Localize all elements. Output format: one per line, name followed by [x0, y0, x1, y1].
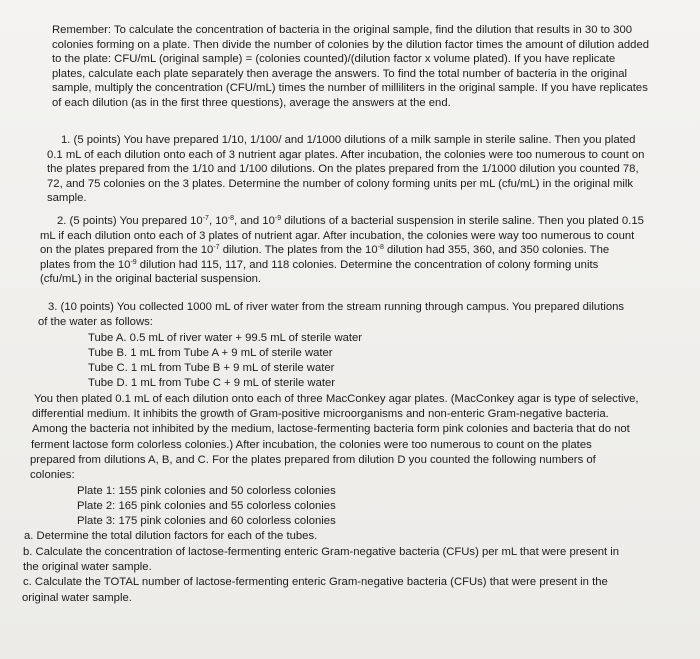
text-line: 2. (5 points) You prepared $10^{-7}$, $10^{-8}$, and $10^{-9}$ dilutions of a bacterial suspension in sterile saline. Then you plated 0.15 [57, 215, 644, 227]
plate-line: Plate 2: 165 pink colonies and 55 colorless colonies [77, 499, 336, 512]
text-line: sample. [47, 192, 87, 205]
text-line: to the plate: CFU/mL (original sample) = (colonies counted)/(dilution factor x volume plated). If you have replicate [52, 53, 616, 66]
tube-line: Tube C. 1 mL from Tube B + 9 mL of sterile water [88, 362, 335, 375]
text-line: Remember: To calculate the concentration of bacteria in the original sample, find the dilution that results in 30 to 300 [52, 24, 633, 36]
text-line: ferment lactose form colorless colonies.) After incubation, the colonies were too numerous to count on the plates [31, 438, 592, 451]
part-line: b. Calculate the concentration of lactose-fermenting enteric Gram-negative bacteria (CFUs) per mL that were present in [23, 545, 620, 558]
part-line: c. Calculate the TOTAL number of lactose-fermenting enteric Gram-negative bacteria (CFUs) that were present in the [23, 576, 608, 589]
text-line: 0.1 mL of each dilution onto each of 3 nutrient agar plates. After incubation, the colonies were too numerous to count on [47, 148, 645, 161]
part-line: the original water sample. [23, 561, 152, 574]
plate-line: Plate 1: 155 pink colonies and 50 colorless colonies [77, 484, 336, 497]
text-line: 3. (10 points) You collected 1000 mL of river water from the stream running through campus. You prepared dilutions [48, 301, 625, 313]
tube-line: Tube D. 1 mL from Tube C + 9 mL of sterile water [88, 377, 336, 390]
tube-line: Tube A. 0.5 mL of river water + 99.5 mL of sterile water [88, 331, 363, 344]
question-1 [47, 133, 644, 206]
text-line: colonies forming on a plate. Then divide the number of colonies by the dilution factor times the amount of dilution added [52, 38, 650, 51]
intro-paragraph [52, 23, 649, 111]
text-line: on the plates prepared from the $10^{-7}$ dilution. The plates from the $10^{-8}$ dilution had 355, 360, and 350 colonies. The [40, 244, 610, 257]
text-line: of each dilution (as in the first three questions), average the answers at the end. [52, 96, 451, 109]
text-line: mL if each dilution onto each of 3 plates of nutrient agar. After incubation, the colonies were way too numerous to count [40, 229, 635, 242]
text-line: Among the bacteria not inhibited by the medium, lactose-fermenting bacteria form pink colonies and bacteria that do not [32, 423, 630, 436]
plate-line: Plate 3: 175 pink colonies and 60 colorless colonies [77, 515, 336, 528]
tube-line: Tube B. 1 mL from Tube A + 9 mL of sterile water [88, 346, 333, 359]
text-line: 72, and 75 colonies on the 3 plates. Determine the number of colony forming units per mL (cfu/mL) in the original milk [47, 177, 634, 190]
text-line: differential medium. It inhibits the growth of Gram-positive microorganisms and non-enteric Gram-negative bacteria. [32, 408, 609, 421]
text-line: of the water as follows: [38, 316, 153, 329]
text-line: You then plated 0.1 mL of each dilution onto each of three MacConkey agar plates. (MacConkey agar is type of selective, [34, 392, 639, 405]
text-line: 1. (5 points) You have prepared 1/10, 1/100/ and 1/1000 dilutions of a milk sample in sterile saline. Then you plated [61, 134, 636, 146]
text-line: sample, multiply the concentration (CFU/mL) times the number of milliliters in the original sample. If you have replicates [52, 82, 648, 95]
text-line: prepared from dilutions A, B, and C. For the plates prepared from dilution D you counted the following numbers of [30, 453, 596, 466]
text-line: plates from the $10^{-9}$ dilution had 115, 117, and 118 colonies. Determine the concentration of colony forming units [40, 258, 599, 271]
part-line: original water sample. [22, 591, 132, 604]
question-3 [22, 300, 639, 606]
question-2 [40, 214, 644, 287]
text-line: (cfu/mL) in the original bacterial suspension. [40, 273, 262, 286]
text-line: plates, calculate each plate separately then average the answers. To find the total number of bacteria in the original [52, 67, 628, 80]
part-line: a. Determine the total dilution factors for each of the tubes. [24, 530, 318, 543]
text-line: colonies: [30, 469, 75, 482]
text-line: the plates prepared from the 1/10 and 1/100 dilutions. On the plates prepared from the 1/1000 dilution you counted 78, [47, 163, 639, 176]
